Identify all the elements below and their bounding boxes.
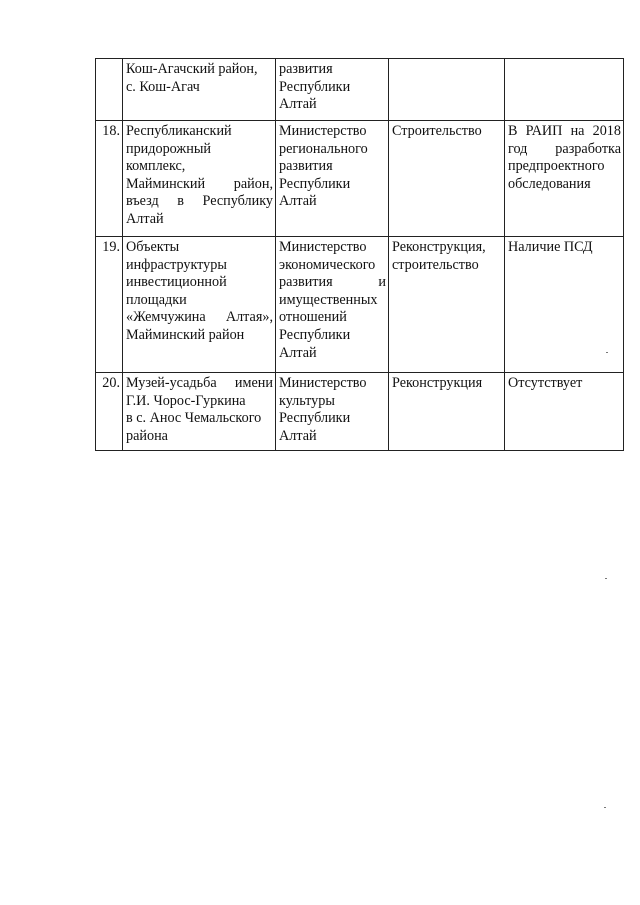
ministry-line: Министерство bbox=[279, 239, 367, 255]
status-line: год разработка bbox=[508, 140, 621, 157]
ministry-line: Министерство bbox=[279, 123, 367, 139]
work-type-cell bbox=[389, 237, 505, 373]
table-row bbox=[96, 121, 624, 237]
object-line: Г.И. Чорос-Гуркина bbox=[126, 392, 246, 409]
scan-speck bbox=[606, 352, 608, 353]
ministry-line: имущественных bbox=[279, 291, 378, 308]
work-type-cell bbox=[389, 121, 505, 237]
ministry-line: Алтай bbox=[279, 344, 317, 361]
status-line: обследования bbox=[508, 175, 591, 192]
status-cell bbox=[505, 373, 624, 451]
work-type-line: Строительство bbox=[392, 123, 482, 139]
object-line: «Жемчужина Алтая», bbox=[126, 309, 273, 326]
object-line: придорожный bbox=[126, 140, 211, 157]
object-line: площадки bbox=[126, 291, 187, 308]
table-row bbox=[96, 59, 624, 121]
status-line: предпроектного bbox=[508, 158, 605, 175]
ministry-cell bbox=[276, 237, 389, 373]
row-number-cell: 20. bbox=[96, 373, 123, 451]
status-line: Отсутствует bbox=[508, 375, 583, 391]
ministry-line: Министерство bbox=[279, 375, 367, 391]
table-row bbox=[96, 373, 624, 451]
object-line: комплекс, bbox=[126, 158, 186, 175]
work-type-line: строительство bbox=[392, 256, 479, 273]
ministry-line: Республики bbox=[279, 410, 351, 427]
ministry-cell bbox=[276, 121, 389, 237]
work-type-line: Реконструкция bbox=[392, 375, 483, 391]
object-line: Музей-усадьба имени bbox=[126, 375, 273, 391]
ministry-line: экономического bbox=[279, 256, 376, 273]
ministry-line: регионального bbox=[279, 140, 368, 157]
ministry-line: развития bbox=[279, 158, 333, 175]
ministry-line: Алтай bbox=[279, 193, 317, 210]
ministry-line: Алтай bbox=[279, 96, 317, 113]
object-cell bbox=[123, 373, 276, 451]
works-table bbox=[95, 58, 624, 451]
object-line: въезд в Республику bbox=[126, 193, 273, 210]
status-cell bbox=[505, 121, 624, 237]
object-line: Объекты bbox=[126, 239, 180, 255]
object-line: Майминский район, bbox=[126, 175, 273, 192]
ministry-line: развития и bbox=[279, 274, 386, 291]
object-line: Майминский район bbox=[126, 326, 245, 343]
object-line: Алтай bbox=[126, 210, 164, 227]
ministry-line: отношений bbox=[279, 309, 347, 326]
ministry-line: культуры bbox=[279, 392, 335, 409]
object-cell bbox=[123, 59, 276, 121]
ministry-line: Республики bbox=[279, 78, 351, 95]
ministry-line: Республики bbox=[279, 175, 351, 192]
ministry-cell bbox=[276, 373, 389, 451]
status-line: В РАИП на 2018 bbox=[508, 123, 621, 139]
status-cell bbox=[505, 59, 624, 121]
ministry-cell bbox=[276, 59, 389, 121]
object-line: с. Кош-Агач bbox=[126, 78, 200, 95]
ministry-line: развития bbox=[279, 61, 333, 77]
object-line: инфраструктуры bbox=[126, 256, 227, 273]
row-number-cell: 19. bbox=[96, 237, 123, 373]
object-line: Республиканский bbox=[126, 123, 232, 139]
row-number-cell: 18. bbox=[96, 121, 123, 237]
ministry-line: Республики bbox=[279, 326, 351, 343]
work-type-cell bbox=[389, 59, 505, 121]
row-number-cell bbox=[96, 59, 123, 121]
table-row bbox=[96, 237, 624, 373]
scan-speck bbox=[605, 578, 607, 579]
object-line: Кош-Агачский район, bbox=[126, 61, 258, 77]
object-line: в с. Анос Чемальского bbox=[126, 410, 262, 427]
object-cell bbox=[123, 121, 276, 237]
status-line: Наличие ПСД bbox=[508, 239, 593, 255]
object-line: района bbox=[126, 427, 168, 444]
work-type-line: Реконструкция, bbox=[392, 239, 486, 255]
ministry-line: Алтай bbox=[279, 427, 317, 444]
object-cell bbox=[123, 237, 276, 373]
scan-speck bbox=[604, 807, 606, 808]
work-type-cell bbox=[389, 373, 505, 451]
object-line: инвестиционной bbox=[126, 274, 227, 291]
